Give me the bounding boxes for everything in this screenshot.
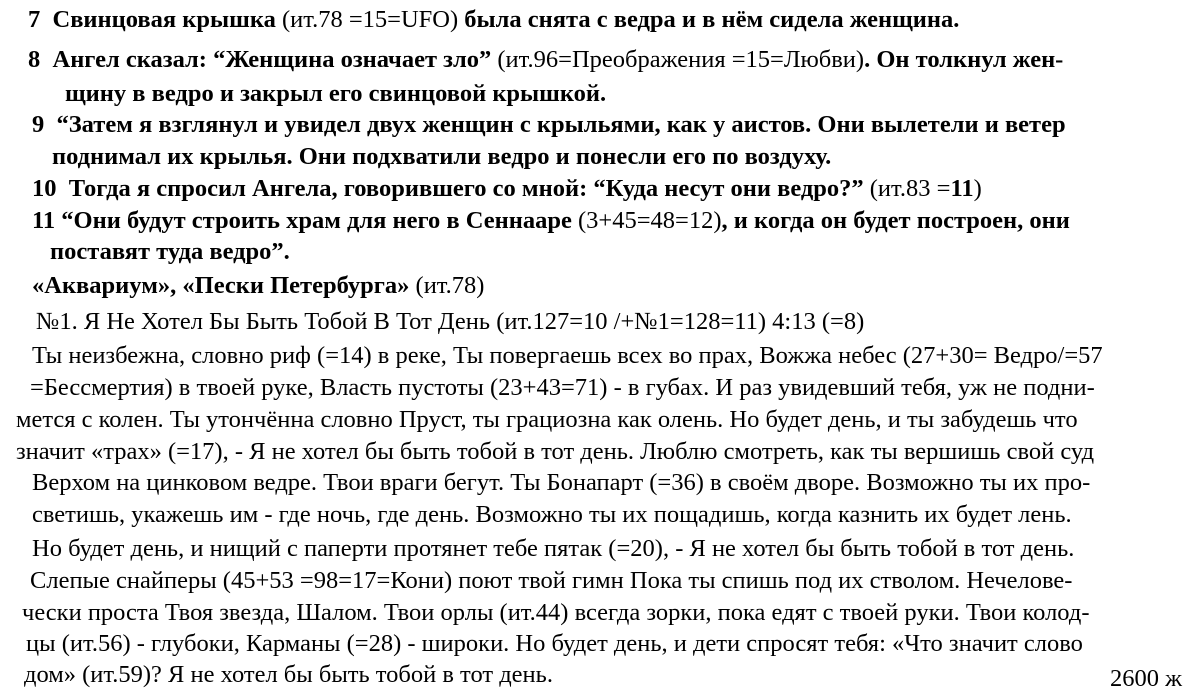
verse-10 xyxy=(32,173,982,205)
lyrics-line: светишь, укажешь им - где ночь, где день. Возможно ты их пощадишь, когда казнить их будет лень. xyxy=(32,501,1072,528)
lyrics-line: =Бессмертия) в твоей руке, Власть пустоты (23+43=71) - в губах. И раз увидевший тебя, уж не подни- xyxy=(30,374,1095,401)
lyrics-line: Верхом на цинковом ведре. Твои враги бегут. Ты Бонапарт (=36) в своём дворе. Возможно ты их про- xyxy=(32,469,1091,496)
lyrics-line: дом» (ит.59)? Я не хотел бы быть тобой в тот день. xyxy=(24,661,553,688)
verse-text-bold: “Затем я взглянул и увидел двух женщин с крыльями, как у аистов. Они вылетели и ветер xyxy=(56,111,1066,138)
verse-reference-number: 11 xyxy=(950,175,974,202)
lyrics-line: Слепые снайперы (45+53 =98=17=Кони) поют твой гимн Пока ты спишь под их стволом. Нечелове- xyxy=(30,567,1073,594)
verse-8-continuation: щину в ведро и закрыл его свинцовой крышкой. xyxy=(65,80,607,107)
verse-text-bold: Тогда я спросил Ангела, говорившего со мной: “Куда несут они ведро?” xyxy=(68,175,870,202)
page-number: 2600 ж xyxy=(1109,665,1182,692)
verse-11-continuation: поставят туда ведро”. xyxy=(50,238,290,265)
verse-reference: (ит.83 = xyxy=(869,175,951,202)
verse-text-bold: была снята с ведра и в нём сидела женщина. xyxy=(464,6,960,33)
verse-7 xyxy=(28,4,959,36)
verse-8 xyxy=(28,44,1063,76)
album-reference: (ит.78) xyxy=(415,272,485,299)
verse-text-bold: Ангел сказал: “Женщина означает зло” xyxy=(52,46,498,73)
verse-number: 8 xyxy=(28,46,41,73)
verse-number: 11 xyxy=(32,207,56,234)
verse-text-bold: Свинцовая крышка xyxy=(52,6,282,33)
verse-11 xyxy=(32,205,1070,237)
album-title xyxy=(32,270,484,302)
verse-number: 7 xyxy=(28,6,41,33)
lyrics-line: значит «трах» (=17), - Я не хотел бы быть тобой в тот день. Люблю смотреть, как ты вершишь свой суд xyxy=(16,438,1095,465)
song-title: №1. Я Не Хотел Бы Быть Тобой В Тот День (ит.127=10 /+№1=128=11) 4:13 (=8) xyxy=(36,308,865,335)
verse-number: 10 xyxy=(32,175,57,202)
lyrics-line: Но будет день, и нищий с паперти протянет тебе пятак (=20), - Я не хотел бы быть тобой в тот день. xyxy=(32,535,1075,562)
verse-reference: (ит.96=Преображения =15=Любви) xyxy=(497,46,865,73)
verse-9-continuation: поднимал их крылья. Они подхватили ведро и понесли его по воздуху. xyxy=(52,143,832,170)
verse-text-bold: . Он толкнул жен- xyxy=(864,46,1064,73)
verse-9 xyxy=(32,109,1066,141)
verse-number: 9 xyxy=(32,111,45,138)
album-title-bold: «Аквариум», «Пески Петербурга» xyxy=(32,272,416,299)
lyrics-line: Ты неизбежна, словно риф (=14) в реке, Ты повергаешь всех во прах, Вожжа небес (27+30= Ведро/=57 xyxy=(32,342,1103,369)
verse-reference: (3+45=48=12) xyxy=(578,207,722,234)
lyrics-line: цы (ит.56) - глубоки, Карманы (=28) - широки. Но будет день, и дети спросят тебя: «Что значит слово xyxy=(26,630,1083,657)
verse-text-bold: , и когда он будет построен, они xyxy=(721,207,1070,234)
verse-reference-close: ) xyxy=(973,175,982,202)
lyrics-line: чески проста Твоя звезда, Шалом. Твои орлы (ит.44) всегда зорки, пока едят с твоей руки. Твои колод- xyxy=(22,599,1090,626)
verse-text-bold: “Они будут строить храм для него в Сеннааре xyxy=(61,207,579,234)
verse-reference: (ит.78 =15=UFO) xyxy=(281,6,465,33)
lyrics-line: мется с колен. Ты утончённа словно Пруст, ты грациозна как олень. Но будет день, и ты забудешь что xyxy=(16,406,1078,433)
